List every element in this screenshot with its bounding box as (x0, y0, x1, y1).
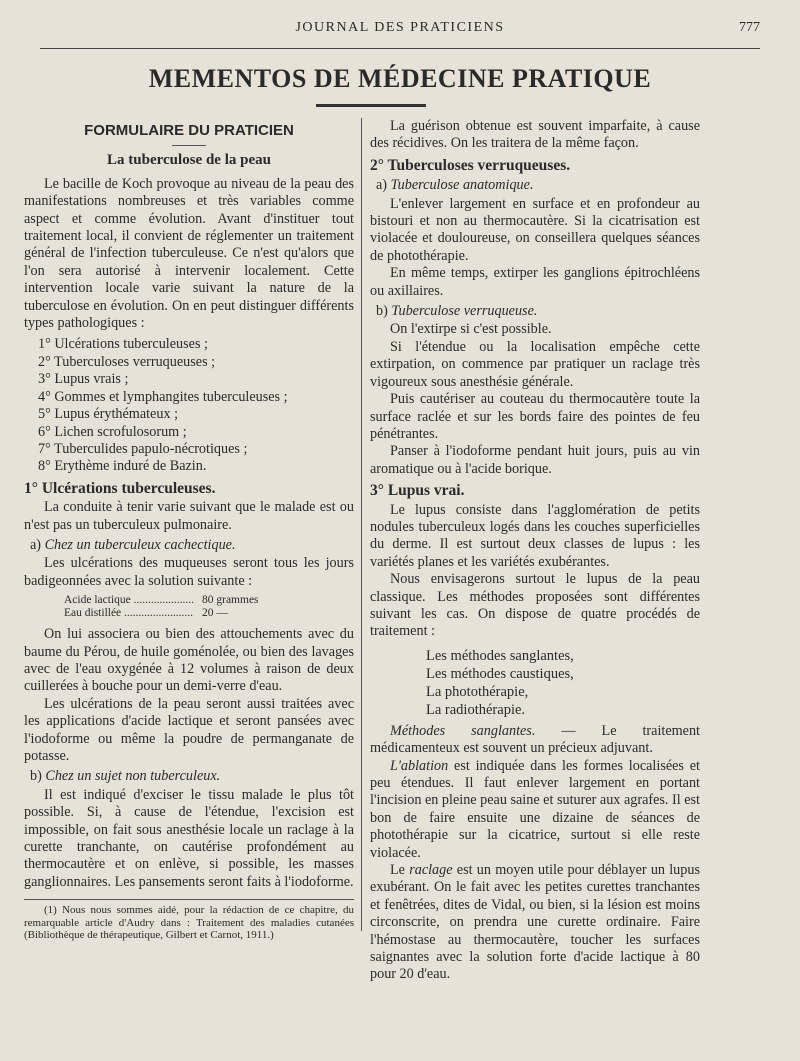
inline-label: Méthodes sanglantes. (390, 722, 536, 739)
page-number: 777 (739, 20, 760, 35)
list-item: 5° Lupus érythémateux ; (38, 406, 179, 423)
paragraph-extirpe: On l'extirpe si c'est possible. (390, 321, 552, 338)
methods-list (426, 647, 700, 719)
heading-verruqueuses: 2° Tuberculoses verruqueuses. (370, 156, 571, 174)
article-subtitle: La tuberculose de la peau (107, 152, 271, 169)
right-column (370, 118, 700, 984)
list-item: 8° Erythème induré de Bazin. (38, 458, 207, 475)
list-item: Les méthodes caustiques, (426, 665, 574, 682)
subhead-number: a) (30, 536, 42, 553)
subhead-number: b) (30, 768, 42, 785)
list-item: La photothérapie, (426, 683, 529, 700)
paragraph-cauteriser: Puis cautériser au couteau du thermocautère toute la surface raclée et sur les bords faire des pointes de feu pénétrantes. (370, 391, 700, 442)
paragraph-raclage (370, 862, 700, 984)
list-item: Les méthodes sanglantes, (426, 647, 574, 664)
intro-paragraph: Le bacille de Koch provoque au niveau de la peau des manifestations nombreuses et très variables comme aspect et comme évolution. Avant d'instituer tout traitement local, il convient de réglementer un traitement général de l'infection tuberculeuse. Ce n'est qu'alors que l'on sera autorisé à intervenir localement. Cette intervention locale varie suivant la nature de la tuberculose en évolution. On en peut distinguer différents types pathologiques : (24, 175, 354, 332)
paragraph-extirper: En même temps, extirper les ganglions épitrochléens ou axillaires. (370, 265, 700, 299)
subhead-text: Chez un tuberculeux cachectique. (44, 536, 236, 553)
running-header (40, 18, 760, 49)
heading-lupus: 3° Lupus vrai. (370, 482, 465, 500)
paragraph-guerison: La guérison obtenue est souvent imparfaite, à cause des récidives. On les traitera de la même façon. (370, 118, 700, 152)
paragraph-methodes (370, 723, 700, 758)
inline-text: est indiquée dans les formes localisées et peu étendues. Il faut enlever largement en portant l'incision en pleine peau saine et suturer aux agrafes. Il est bon de faire ensuite une dizaine de séances de photothérapie sur la cicatrice, surtout si elle reste violacée. (370, 757, 700, 861)
list-item: 2° Tuberculoses verruqueuses ; (38, 353, 216, 370)
recipe-ingredient: Acide lactique ..... (64, 594, 194, 607)
list-item: 3° Lupus vrais ; (38, 371, 129, 388)
subhead-text: Tuberculose verruqueuse. (391, 303, 538, 320)
inline-text: Le (390, 862, 410, 879)
paragraph-panser: Panser à l'iodoforme pendant huit jours, puis au vin aromatique ou à l'acide borique. (370, 443, 700, 477)
recipe-quantity: 80 grammes (202, 594, 259, 607)
paragraph-etendue: Si l'étendue ou la localisation empêche cette extirpation, on commence par pratiquer un raclage très vigoureux sous anesthésie générale. (370, 338, 700, 390)
list-item: 1° Ulcérations tuberculeuses ; (38, 336, 208, 353)
inline-label: L'ablation (390, 757, 449, 774)
subhead-a (376, 177, 700, 194)
types-list (24, 336, 354, 475)
heading-ulcerations: 1° Ulcérations tuberculeuses. (24, 479, 216, 497)
column-divider (361, 118, 362, 931)
subhead-text: Tuberculose anatomique. (390, 177, 534, 194)
list-item: La radiothérapie. (426, 701, 526, 718)
recipe-row (64, 594, 354, 607)
recipe-quantity: 20 — (202, 607, 228, 620)
subhead-b (376, 303, 700, 320)
paragraph-conduite: La conduite à tenir varie suivant que le malade est ou n'est pas un tuberculeux pulmonaire. (24, 499, 354, 533)
inline-label: raclage (409, 862, 453, 879)
subhead-b (30, 768, 354, 785)
subhead-number: a) (376, 177, 388, 194)
paragraph-associera: On lui associera ou bien des attouchements avec du baume du Pérou, de huile goménolée, ou bien des lavages avec de l'eau oxygénée à 12 volumes à raison de deux cuillerées à bouche pour un demi-verre d'eau. (24, 626, 354, 695)
paragraph-peau: Les ulcérations de la peau seront aussi traitées avec les applications d'acide lactique et seront pansées avec l'iodoforme ou même la poudre de permanganate de potasse. (24, 695, 354, 764)
paragraph-enlever: L'enlever largement en surface et en profondeur au bistouri et non au thermocautère. Si la cicatrisation est violacée et douloureuse, on conseillera quelques séances de photothérapie. (370, 195, 700, 264)
footnote-rule (24, 899, 354, 900)
recipe-row (64, 607, 354, 620)
recipe (64, 594, 354, 620)
list-item: 6° Lichen scrofulosorum ; (38, 423, 187, 440)
title-underline (316, 104, 426, 107)
inline-text: est un moyen utile pour déblayer un lupus exubérant. On le fait avec les petites curettes tranchantes et fenêtrées, dites de Vidal, ou bien, si la lésion est moins circonscrite, on prendra une curette ordinaire. Faire l'hémostase au thermocautère, toucher les surfaces saignantes avec la solution forte d'acide lactique à 80 pour 20 d'eau. (370, 862, 700, 983)
paragraph-exciser: Il est indiqué d'exciser le tissu malade le plus tôt possible. Si, à cause de l'étendue, l'excision est impossible, on fait sous anesthésie locale un raclage à la curette tranchante, on cautérise profondément au thermocautère et on enlève, si possible, les masses ganglionnaires. Les pansements seront faits à l'iodoforme. (24, 786, 354, 890)
page-title: MEMENTOS DE MÉDECINE PRATIQUE (148, 64, 652, 93)
list-item: 7° Tuberculides papulo-nécrotiques ; (38, 440, 248, 457)
subhead-number: b) (376, 303, 388, 320)
subhead-a (30, 537, 354, 554)
subhead-text: Chez un sujet non tuberculeux. (45, 768, 221, 785)
list-item: 4° Gommes et lymphangites tuberculeuses ; (38, 388, 288, 405)
paragraph-ulcerations: Les ulcérations des muqueuses seront tous les jours badigeonnées avec la solution suivante : (24, 555, 354, 589)
recipe-ingredient: Eau distillée ..... (64, 607, 194, 620)
footnote: (1) Nous nous sommes aidé, pour la rédaction de ce chapitre, du remarquable article d'Audry dans : Traitement des maladies cutanées (Bibliothèque de thérapeutique, Gilbert et Carnot, 1911.) (24, 904, 354, 942)
section-title: FORMULAIRE DU PRATICIEN (84, 122, 294, 139)
inline-text: — Le traitement médicamenteux est souvent un précieux adjuvant. (370, 722, 700, 757)
left-column (24, 118, 354, 942)
paragraph-lupus: Le lupus consiste dans l'agglomération de petits nodules tuberculeux logés dans les couches superficielles du derme. Il est surtout deux classes de lupus : les variétés planes et les variétés exubérantes. (370, 501, 700, 570)
journal-title: JOURNAL DES PRATICIENS (295, 20, 505, 35)
paragraph-envisagerons: Nous envisagerons surtout le lupus de la peau classique. Les méthodes proposées sont différentes suivant les cas. On dispose de quatre procédés de traitement : (370, 571, 700, 640)
paragraph-ablation (370, 758, 700, 862)
section-rule (172, 145, 206, 146)
